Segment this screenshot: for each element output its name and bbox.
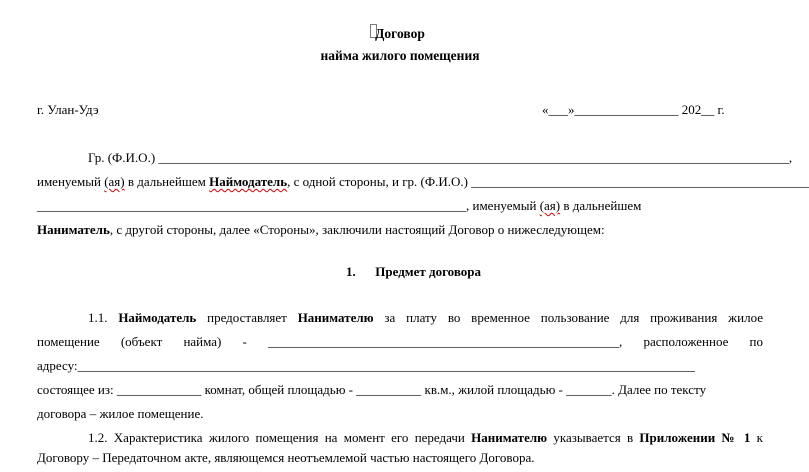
clause-1-2-line-2: Договору – Передаточном акте, являющемся неотъемлемой частью настоящего Договора. bbox=[37, 450, 535, 465]
preamble-text: в дальнейшем bbox=[560, 198, 642, 213]
landlord-term: Наймодатель bbox=[118, 310, 197, 325]
party1-comma: , bbox=[788, 150, 793, 165]
appendix-reference: Приложении № 1 bbox=[639, 430, 751, 445]
clause-1-1-line-2: помещение (объект найма) - ______________________________________________________, расположенное по bbox=[37, 334, 763, 349]
party1-fill: _________________________________________________________________________________________________ bbox=[158, 150, 789, 165]
preamble-text: , с другой стороны, далее «Стороны», заключили настоящий Договор о нижеследующем: bbox=[109, 222, 605, 237]
preamble-text: , с одной стороны, и гр. (Ф.И.О.) bbox=[287, 174, 472, 189]
clause-number: 1.1. bbox=[88, 310, 119, 325]
clause-1-1-line-1 bbox=[88, 310, 763, 326]
preamble-text: в дальнейшем bbox=[124, 174, 210, 189]
gender-suffix: (ая) bbox=[539, 198, 561, 213]
party2-fill-cont: __________________________________________________________________ bbox=[37, 198, 466, 213]
preamble-line-4 bbox=[37, 222, 605, 238]
document-title: Договор bbox=[375, 26, 425, 41]
date-line: «___»________________ 202__ г. bbox=[542, 102, 725, 117]
clause-text: за плату во временное пользование для проживания жилое bbox=[373, 310, 763, 325]
tenant-term: Наниматель bbox=[37, 222, 110, 237]
preamble-line-3 bbox=[37, 198, 763, 214]
clause-text: к bbox=[750, 430, 763, 445]
preamble-text: именуемый bbox=[37, 174, 105, 189]
clause-1-2-line-1 bbox=[88, 430, 763, 446]
clause-text: указывается в bbox=[547, 430, 640, 445]
preamble-line-2 bbox=[37, 174, 809, 190]
clause-text: 1.2. Характеристика жилого помещения на момент его передачи bbox=[88, 430, 472, 445]
tenant-term: Нанимателю bbox=[471, 430, 548, 445]
preamble-line-1 bbox=[88, 150, 793, 166]
tenant-term: Нанимателю bbox=[297, 310, 374, 325]
clause-1-1-line-3: адресу:_______________________________________________________________________________________________ bbox=[37, 358, 696, 373]
clause-1-1-line-5: договора – жилое помещение. bbox=[37, 406, 204, 421]
party1-label: Гр. (Ф.И.О.) bbox=[88, 150, 159, 165]
party2-fill: ____________________________________________________ bbox=[471, 174, 809, 189]
section-heading: 1. Предмет договора bbox=[346, 264, 482, 279]
document-subtitle: найма жилого помещения bbox=[320, 48, 480, 63]
city: г. Улан-Удэ bbox=[37, 102, 99, 117]
landlord-term: Наймодатель bbox=[209, 174, 288, 189]
clause-1-1-line-4: состоящее из: _____________ комнат, общей площадью - __________ кв.м., жилой площадью - _______. Далее по тексту bbox=[37, 382, 707, 397]
gender-suffix: (ая) bbox=[104, 174, 125, 189]
preamble-text: , именуемый bbox=[466, 198, 540, 213]
clause-text: предоставляет bbox=[196, 310, 298, 325]
